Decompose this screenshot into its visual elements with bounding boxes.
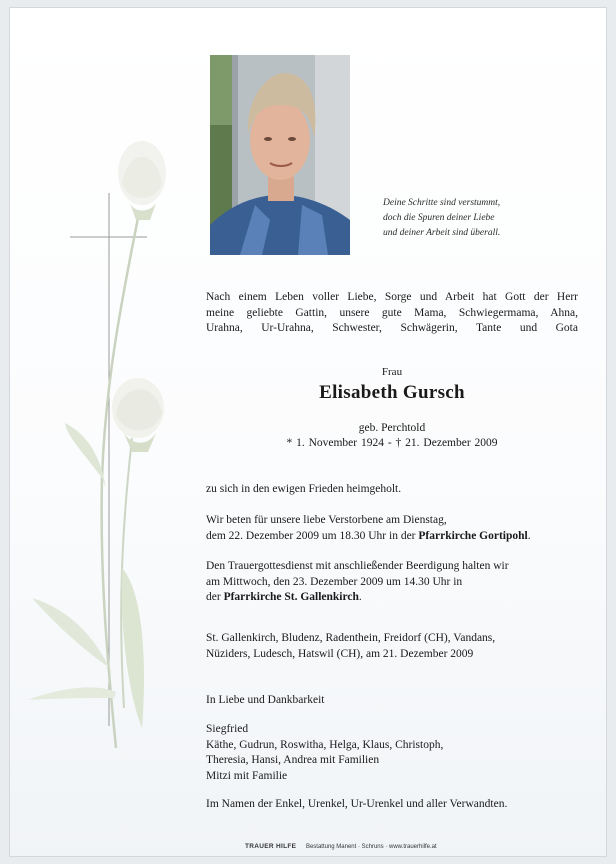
peace-text: zu sich in den ewigen Frieden heimgeholt. [206,483,402,495]
prayer-paragraph [206,513,586,544]
maiden-name: geb. Perchtold [358,422,426,434]
mourners-line: Theresia, Hansi, Andrea mit Familien [206,754,380,766]
mourners-line: Mitzi mit Familie [206,769,288,782]
mourners-line: Käthe, Gudrun, Roswitha, Helga, Klaus, Christoph, [206,738,444,751]
prayer-line-2-text: dem 22. Dezember 2009 um 18.30 Uhr in der [206,529,419,542]
poem-line: doch die Spuren deiner Liebe [383,213,495,223]
mourners-list [206,722,586,784]
prayer-line-2-end: . [527,529,531,542]
funeral-line-2: am Mittwoch, den 23. Dezember 2009 um 14.30 Uhr in [206,575,463,588]
prayer-line-1: Wir beten für unsere liebe Verstorbene am Dienstag, [206,514,447,526]
funeral-line-3 [206,590,586,606]
portrait-photo [210,55,350,255]
places-line: St. Gallenkirch, Bludenz, Radenthein, Freidorf (CH), Vandans, [206,632,496,644]
memorial-poem [383,196,593,241]
relatives-line [206,797,586,813]
footer-info: Bestattung Manent · Schruns · www.trauerhilfe.at [305,844,437,850]
footer [245,843,437,850]
footer-brand: TRAUER HILFE [245,843,297,850]
funeral-line-3-end: . [358,591,362,603]
intro-line: Nach einem Leben voller Liebe, Sorge und Arbeit hat Gott der Herr [206,291,578,303]
closing-line [206,693,586,709]
prayer-line-2 [206,529,586,545]
obituary-card [10,8,606,856]
intro-paragraph [206,290,578,337]
peace-paragraph [206,482,586,498]
funeral-line-1: Den Trauergottesdienst mit anschließender Beerdigung halten wir [206,560,509,572]
life-dates: * 1. November 1924 - † 21. Dezember 2009 [286,437,498,449]
intro-line: meine geliebte Gattin, unsere gute Mama, Schwiegermama, Ahna, [206,306,578,319]
poem-line: Deine Schritte sind verstummt, [383,198,501,208]
poem-line: und deiner Arbeit sind überall. [383,228,501,238]
funeral-paragraph [206,559,586,606]
funeral-church: Pfarrkirche St. Gallenkirch [223,591,359,603]
salutation: Frau [381,366,403,378]
rose-and-cross-illustration [10,8,210,856]
relatives-text: Im Namen der Enkel, Urenkel, Ur-Urenkel und aller Verwandten. [206,798,508,810]
intro-line: Urahna, Ur-Urahna, Schwester, Schwägerin, Tante und Gota [206,322,578,334]
prayer-church: Pfarrkirche Gortipohl [418,529,528,542]
closing-text: In Liebe und Dankbarkeit [206,694,325,706]
deceased-name: Elisabeth Gursch [319,382,465,403]
funeral-line-3-text: der [206,591,224,603]
mourners-line: Siegfried [206,723,249,735]
places-line: Nüziders, Ludesch, Hatswil (CH), am 21. Dezember 2009 [206,647,474,660]
places-paragraph [206,631,586,662]
